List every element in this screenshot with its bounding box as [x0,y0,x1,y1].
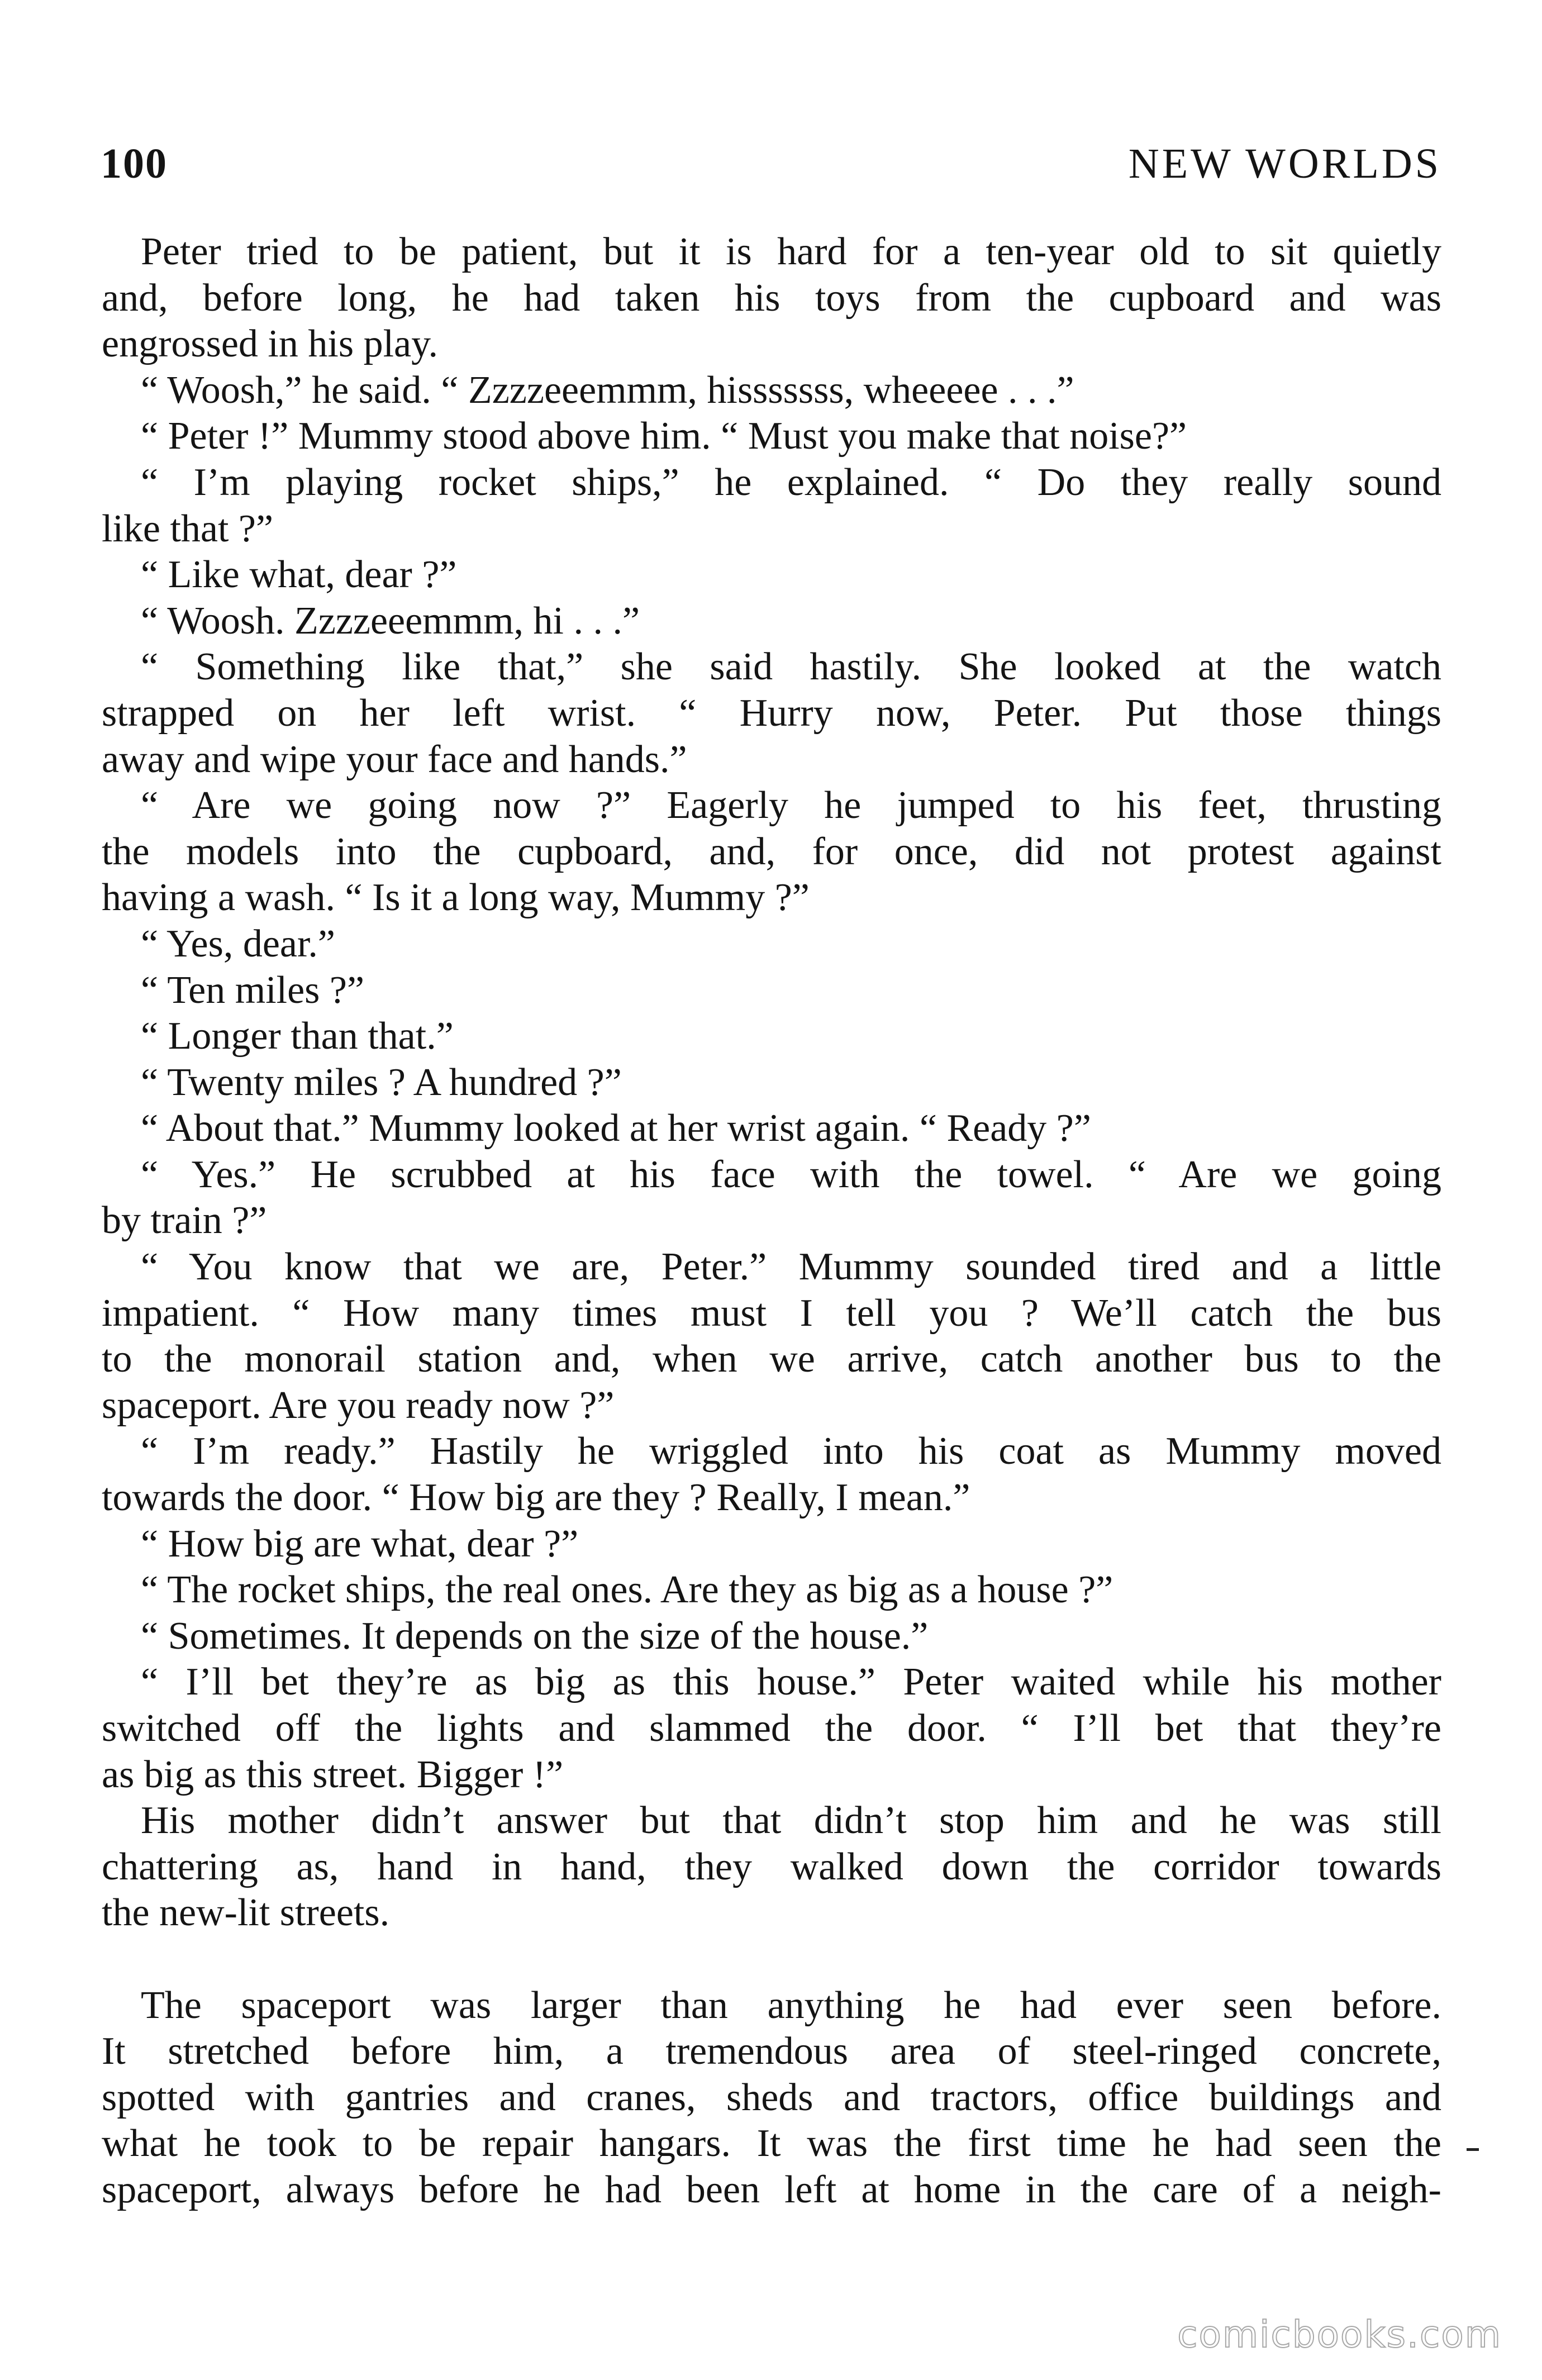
text-line: strapped on her left wrist. “ Hurry now, Peter. Put those things [102,691,1441,735]
text-line: impatient. “ How many times must I tell you ? We’ll catch the bus [102,1291,1441,1335]
text-line: “ About that.” Mummy looked at her wrist again. “ Ready ?” [141,1107,1091,1150]
margin-dash-mark [1467,2148,1479,2151]
text-line: “ Yes.” He scrubbed at his face with the towel. “ Are we going [141,1153,1441,1196]
text-line: “ Something like that,” she said hastily. She looked at the watch [141,645,1441,689]
text-line: “ The rocket ships, the real ones. Are they as big as a house ?” [141,1568,1113,1612]
text-line: and, before long, he had taken his toys from the cupboard and was [102,276,1441,320]
text-line: “ Are we going now ?” Eagerly he jumped to his feet, thrusting [141,784,1441,827]
text-line: “ Peter !” Mummy stood above him. “ Must you make that noise?” [141,415,1187,458]
text-line: “ Yes, dear.” [141,922,335,965]
text-line: having a wash. “ Is it a long way, Mummy ?” [102,876,810,920]
text-line: spaceport. Are you ready now ?” [102,1383,615,1427]
text-line: “ I’ll bet they’re as big as this house.” Peter waited while his mother [141,1660,1441,1704]
body-text [102,229,1441,2214]
text-line: His mother didn’t answer but that didn’t stop him and he was still [141,1799,1441,1843]
text-line: like that ?” [102,507,274,550]
page-number: 100 [101,140,168,187]
text-line: “ Ten miles ?” [141,968,365,1012]
text-line: what he took to be repair hangars. It was the first time he had seen the [102,2122,1441,2165]
text-line: to the monorail station and, when we arrive, catch another bus to the [102,1337,1441,1381]
text-line: chattering as, hand in hand, they walked down the corridor towards [102,1845,1441,1888]
text-line: engrossed in his play. [102,322,439,366]
text-line: spotted with gantries and cranes, sheds and tractors, office buildings and [102,2076,1441,2119]
text-line: Peter tried to be patient, but it is hard for a ten-year old to sit quietly [141,230,1441,273]
text-line: towards the door. “ How big are they ? Really, I mean.” [102,1476,970,1520]
text-line: switched off the lights and slammed the door. “ I’ll bet that they’re [102,1707,1441,1750]
page-header [101,140,1441,190]
text-line: spaceport, always before he had been left at home in the care of a neigh- [102,2168,1441,2211]
text-line: the models into the cupboard, and, for once, did not protest against [102,830,1441,873]
text-line: the new-lit streets. [102,1891,390,1935]
text-line: The spaceport was larger than anything he had ever seen before. [141,1983,1441,2027]
text-line: by train ?” [102,1199,267,1243]
text-line: as big as this street. Bigger !” [102,1753,564,1796]
text-line: “ How big are what, dear ?” [141,1522,579,1565]
text-line: “ I’m playing rocket ships,” he explained. “ Do they really sound [141,460,1441,504]
text-line: “ Woosh. Zzzzeeemmm, hi . . .” [141,599,640,642]
text-line: away and wipe your face and hands.” [102,737,687,781]
text-line: “ I’m ready.” Hastily he wriggled into his coat as Mummy moved [141,1430,1441,1473]
text-line: “ You know that we are, Peter.” Mummy sounded tired and a little [141,1245,1441,1289]
text-line: “ Twenty miles ? A hundred ?” [141,1060,622,1104]
watermark: comicbooks.com [1177,2313,1502,2356]
text-line: “ Longer than that.” [141,1015,454,1058]
text-line: “ Sometimes. It depends on the size of the house.” [141,1614,929,1658]
text-line: “ Woosh,” he said. “ Zzzzeeemmm, hisssssss, wheeeee . . .” [141,368,1074,412]
section-break [102,1936,1441,1983]
text-line: “ Like what, dear ?” [141,553,457,597]
text-line: It stretched before him, a tremendous area of steel-ringed concrete, [102,2030,1441,2073]
running-title: NEW WORLDS [1128,140,1441,187]
